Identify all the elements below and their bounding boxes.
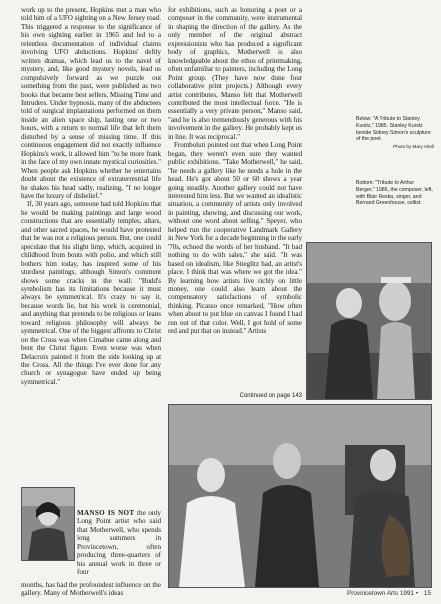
article-paragraph: If, 30 years ago, someone had told Hopkins that he would be making paintings and large wood constructions that are essentially temples, altars, and other sacred spaces, he would have protested that he was not a religious person. But, one could speculate that his slight limp, which, acquired in childhood from bouts with polio, and which still bothers him today, has inspired some of his sturdiest paintings, although Simon's comment shows some cracks in the wall: "Budd's symbolism has its limitations because it must always be symmetrical. It's crazy to say it, because words lie, but his work is ceremonial, and anything that pretends to be religious or leans toward religious philosophy will always be symmetrical. One of the biggest affronts to Christ on the Cross was when Cimabue came along and bent the Christ figure. Even worse was when Delacroix painted it from the side looking up at the Cross. All the things I've ever done for any church or synagogue have ended up being symmetrical." [21, 200, 161, 386]
article-column-1 [21, 6, 161, 386]
article-paragraph: Fromboluti pointed out that when Long Point began, they weren't even sure they wanted public exhibitions. "Take Motherwell," he said, "he needs a gallery like he needs a hole in the head. He's got about 50 or 60 shows a year going steadily. Another gallery could not have interested him less. But we wanted an idealistic situation, a community of artists only involved in painting, showing, and discussing our work, without one word about selling." Speyer, who helped run the cooperative Landmark Gallery in New York for a decade beginning in the early '70s, echoed the words of her husband. "It had nothing to do with sales," she said. "It was based on idealism, like Stieglitz had, an artist's place. I think that was where we got the idea." By learning how artists live richly on little money, one could also learn about the compensatory satisfactions of symbolic thinking. Picasso once remarked, "How often when about to put blue on canvas I found I had run out of that color. Well, I got hold of some red and put that on instead." Artists [168, 141, 302, 336]
photo-caption-below [356, 116, 434, 151]
photo-caption-bottom [356, 180, 434, 207]
page-number: 15 [423, 590, 431, 597]
page-footer [347, 590, 431, 597]
footer-separator: • [415, 590, 419, 597]
caption-text: Below: "A Tribute to Stanley Kunitz," 1985. Stanley Kunitz beside Sidney Simon's sculpture of the poet. [356, 116, 431, 143]
photo-credit: Photo by Mary Abell [393, 144, 434, 150]
article-column-2 [168, 6, 302, 336]
article-paragraph: for exhibitions, such as honoring a poet or a composer in the community, were instrumental in shaping the direction of the gallery. As the only member of the original abstract expressionists who has produced a significant body of graphics, Motherwell is also knowledgeable about the ethos of printmaking, often unfamiliar to painters, including the Long Point group. (They have now done four collaborative print projects.) Although every artist contributes, Manso felt that Motherwell contributed the most intellectual force. "He is essentially a very private person," Manso said, "and he is also tremendously generous with his involvement in the gallery. He probably kept us in line. It was reciprocal." [168, 6, 302, 141]
manso-lead-in: MANSO IS NOT [77, 509, 135, 517]
publication-name: Provincetown Arts 1991 [346, 590, 415, 597]
article-paragraph: work up to the present, Hopkins met a man who told him of a UFO sighting on a New Jersey road. This triggered a response to the significance of his own sighting earlier in 1965 and led to a relentless documentation of individual claims involving UFO abductions. Hopkins' deftly written dramas, which lead us to the navel of mystery, and, like good mystery novels, lead us compulsively forward as we puzzle out something from the past, were published as two books that became best sellers, Missing Time and Intruders. Under hypnosis, many of the abductees told of surgical implantations performed on them inside an alien space ship, lasting one or two hours, with a return to normal life that left them disturbed by a sense of missing time. If this continuous engagement did not exactly influence Hopkins's work, it allowed him "to be more frank in the face of my own innate mystical curiosities." When people ask Hopkins whether he entertains doubt about the existence of extraterrestrial life he shakes his head sadly, realizing, "I no longer have the luxury of disbelief." [21, 6, 162, 200]
manso-paragraph-continued: months, has had the profoundest influence on the gallery. Many of Motherwell's ideas [21, 581, 161, 598]
photo-berger-tribute [168, 404, 432, 588]
photo-kunitz-sculpture [306, 242, 432, 400]
photo-manso-portrait [21, 487, 75, 561]
manso-paragraph-text: the only Long Point artist who said that Motherwell, who spends long summers in Provincetown, often producing three-quarters of his annual work in three or four [77, 509, 161, 577]
manso-paragraph [77, 509, 161, 577]
caption-text: Bottom: "Tribute to Arthur Berger," 1986, the composer, left, with Blair Reska, singer, and Bernard Greenhouse, cellist. [356, 180, 433, 207]
continued-note: Continued on page 143 [239, 393, 302, 399]
